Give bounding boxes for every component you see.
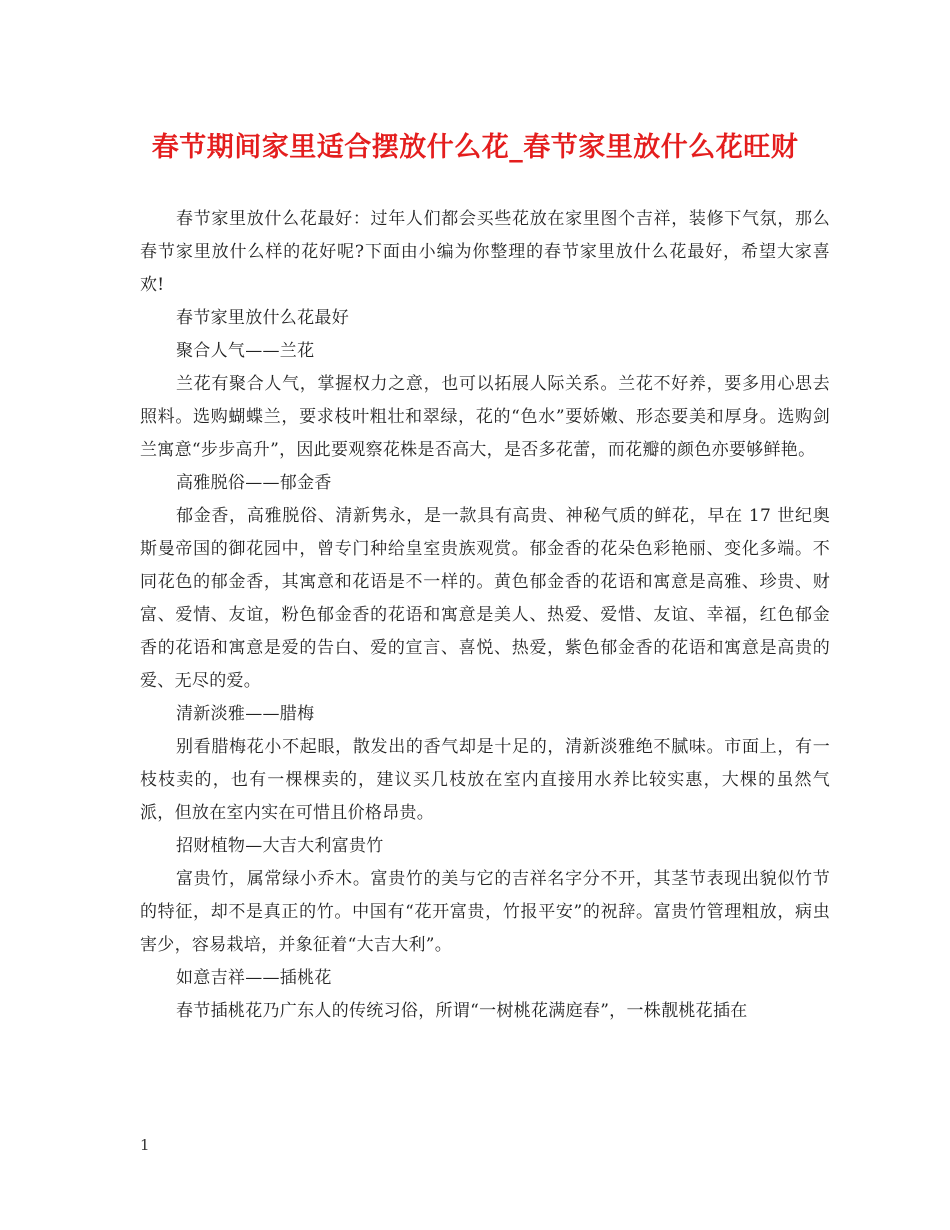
section-heading-bamboo: 招财植物—大吉大利富贵竹	[176, 836, 384, 856]
wintersweet-paragraph: 别看腊梅花小不起眼，散发出的香气却是十足的，清新淡雅绝不腻味。市面上，有一枝枝卖的，也有一棵棵卖的，建议买几枝放在室内直接用水养比较实惠，大棵的虽然气派，但放在室内实在可惜且价格昂贵。	[140, 737, 830, 823]
section-heading-main: 春节家里放什么花最好	[176, 308, 349, 328]
document-title: 春节期间家里适合摆放什么花_春节家里放什么花旺财	[151, 132, 799, 163]
page-number: 1	[140, 1136, 150, 1154]
intro-paragraph: 春节家里放什么花最好：过年人们都会买些花放在家里图个吉祥，装修下气氛，那么春节家里放什么样的花好呢?下面由小编为你整理的春节家里放什么花最好，希望大家喜欢!	[140, 209, 830, 295]
section-heading-peach: 如意吉祥——插桃花	[176, 968, 332, 988]
orchid-paragraph: 兰花有聚合人气，掌握权力之意，也可以拓展人际关系。兰花不好养，要多用心思去照料。选购蝴蝶兰，要求枝叶粗壮和翠绿，花的“色水”要娇嫩、形态要美和厚身。选购剑兰寓意“步步高升”，因此要观察花株是否高大，是否多花蕾，而花瓣的颜色亦要够鲜艳。	[140, 374, 830, 460]
section-heading-wintersweet: 清新淡雅——腊梅	[176, 704, 315, 724]
tulip-paragraph: 郁金香，高雅脱俗、清新隽永，是一款具有高贵、神秘气质的鲜花，早在 17 世纪奥斯曼帝国的御花园中，曾专门种给皇室贵族观赏。郁金香的花朵色彩艳丽、变化多端。不同花色的郁金香，其寓意和花语是不一样的。黄色郁金香的花语和寓意是高雅、珍贵、财富、爱情、友谊，粉色郁金香的花语和寓意是美人、热爱、爱惜、友谊、幸福，红色郁金香的花语和寓意是爱的告白、爱的宣言、喜悦、热爱，紫色郁金香的花语和寓意是高贵的爱、无尽的爱。	[140, 506, 830, 691]
document-body	[140, 203, 830, 1028]
peach-paragraph: 春节插桃花乃广东人的传统习俗，所谓“一树桃花满庭春”，一株靓桃花插在	[176, 1001, 748, 1021]
section-heading-orchid: 聚合人气——兰花	[176, 341, 315, 361]
bamboo-paragraph: 富贵竹，属常绿小乔木。富贵竹的美与它的吉祥名字分不开，其茎节表现出貌似竹节的特征，却不是真正的竹。中国有“花开富贵，竹报平安”的祝辞。富贵竹管理粗放，病虫害少，容易栽培，并象征着“大吉大利”。	[140, 869, 830, 955]
section-heading-tulip: 高雅脱俗——郁金香	[176, 473, 332, 493]
